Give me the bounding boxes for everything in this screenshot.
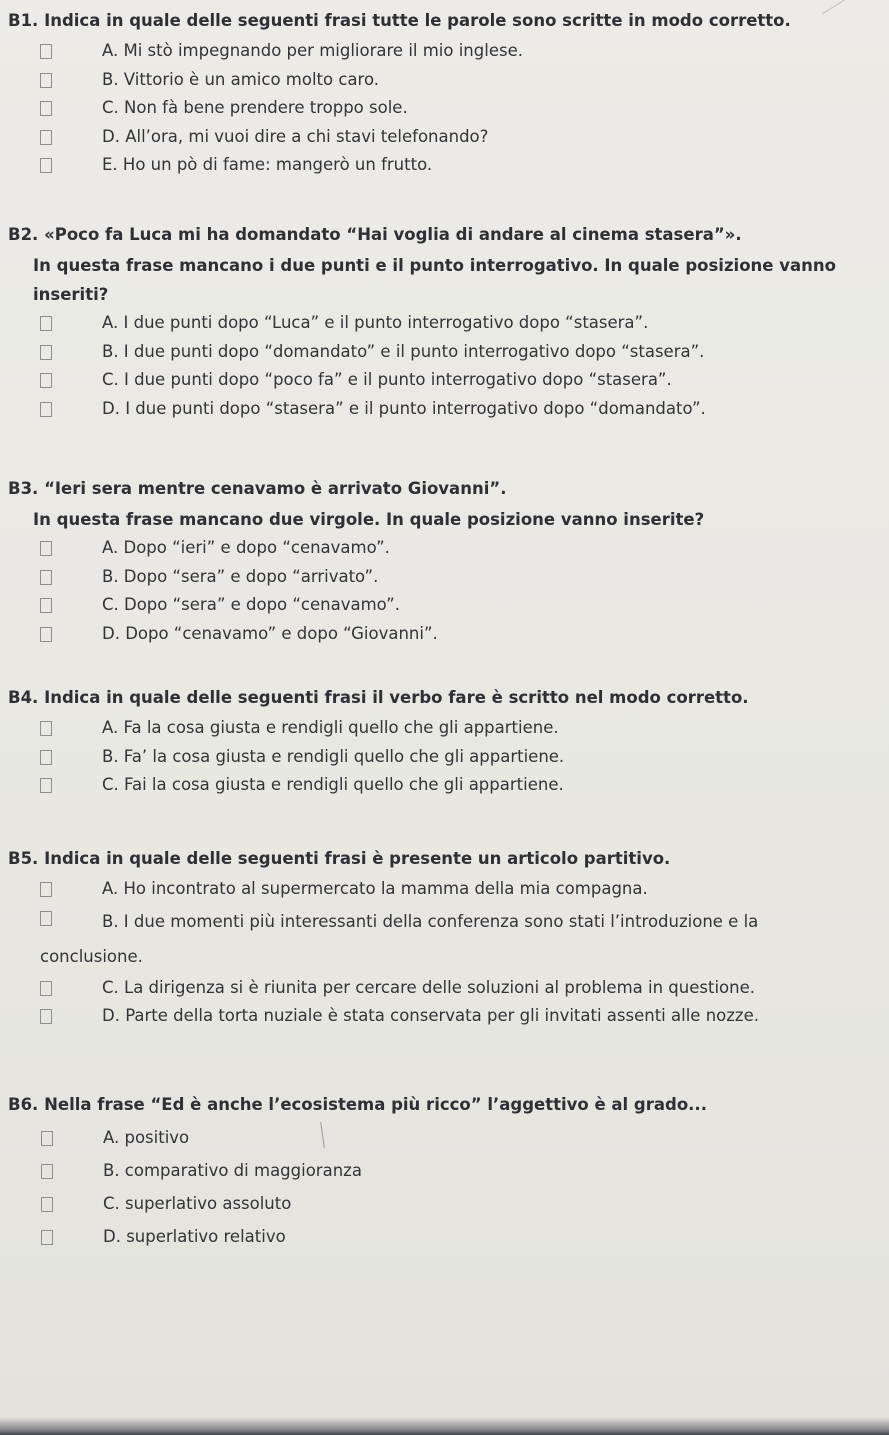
- answer-label: B. Dopo “sera” e dopo “arrivato”.: [102, 566, 379, 586]
- checkbox-icon[interactable]: [40, 345, 52, 360]
- question-title: B1. Indica in quale delle seguenti frasi tutte le parole sono scritte in modo corretto.: [8, 11, 791, 30]
- answer-label: C. Dopo “sera” e dopo “cenavamo”.: [102, 595, 400, 614]
- question-b2: [8, 222, 881, 423]
- question-subtitle-continued: inseriti?: [33, 285, 109, 304]
- checkbox-icon[interactable]: [40, 981, 52, 996]
- answer-label: B. Vittorio è un amico molto caro.: [102, 69, 380, 89]
- answer-label: A. Dopo “ieri” e dopo “cenavamo”.: [102, 538, 390, 557]
- answer-option-a[interactable]: [41, 1121, 881, 1154]
- answer-option-b[interactable]: [40, 66, 881, 95]
- question-b6: [8, 1092, 881, 1253]
- answer-label: B. Fa’ la cosa giusta e rendigli quello che gli appartiene.: [102, 746, 565, 766]
- checkbox-icon[interactable]: [40, 402, 52, 417]
- question-subtitle: In questa frase mancano i due punti e il punto interrogativo. In quale posizione vanno: [33, 256, 836, 275]
- answer-option-b[interactable]: [40, 904, 881, 974]
- answer-label: E. Ho un pò di fame: mangerò un frutto.: [102, 155, 433, 174]
- checkbox-icon[interactable]: [40, 750, 52, 765]
- checkbox-icon[interactable]: [40, 1009, 52, 1024]
- answer-option-c[interactable]: [40, 771, 881, 800]
- answer-option-c[interactable]: [40, 94, 881, 123]
- answer-label: A. Ho incontrato al supermercato la mamma della mia compagna.: [102, 879, 648, 898]
- checkbox-icon[interactable]: [40, 570, 52, 585]
- answer-label: B. I due momenti più interessanti della conferenza sono stati l’introduzione e la conclusione.: [40, 911, 759, 966]
- question-b1: [8, 8, 881, 180]
- answer-label: D. superlativo relativo: [103, 1227, 286, 1246]
- checkbox-icon[interactable]: [40, 541, 52, 556]
- answer-label: D. Parte della torta nuziale è stata conservata per gli invitati assenti alle nozze.: [102, 1006, 759, 1025]
- checkbox-icon[interactable]: [40, 44, 52, 59]
- checkbox-icon[interactable]: [40, 778, 52, 793]
- page-bottom-shadow: [0, 1417, 889, 1435]
- answer-option-b[interactable]: [40, 338, 881, 367]
- checkbox-icon[interactable]: [40, 373, 52, 388]
- checkbox-icon[interactable]: [40, 101, 52, 116]
- answer-option-d[interactable]: [41, 1220, 881, 1253]
- checkbox-icon[interactable]: [40, 627, 52, 642]
- answer-option-a[interactable]: [40, 534, 881, 563]
- checkbox-icon[interactable]: [41, 1230, 53, 1245]
- checkbox-icon[interactable]: [41, 1164, 53, 1179]
- answer-label: D. All’ora, mi vuoi dire a chi stavi telefonando?: [102, 126, 489, 146]
- answer-label: D. Dopo “cenavamo” e dopo “Giovanni”.: [102, 623, 438, 643]
- checkbox-icon[interactable]: [40, 73, 52, 88]
- checkbox-icon[interactable]: [40, 721, 52, 736]
- answer-list: [8, 309, 881, 423]
- answer-label: C. La dirigenza si è riunita per cercare delle soluzioni al problema in questione.: [102, 977, 755, 997]
- question-title: B5. Indica in quale delle seguenti frasi è presente un articolo partitivo.: [8, 849, 671, 868]
- answer-option-a[interactable]: [40, 875, 881, 904]
- answer-option-c[interactable]: [41, 1187, 881, 1220]
- answer-option-d[interactable]: [40, 395, 881, 424]
- answer-option-e[interactable]: [40, 151, 881, 180]
- answer-option-a[interactable]: [40, 37, 881, 66]
- question-b4: [8, 685, 881, 800]
- checkbox-icon[interactable]: [40, 158, 52, 173]
- checkbox-icon[interactable]: [40, 598, 52, 613]
- question-title: B4. Indica in quale delle seguenti frasi il verbo fare è scritto nel modo corretto.: [8, 688, 749, 707]
- checkbox-icon[interactable]: [40, 316, 52, 331]
- answer-list: [8, 37, 881, 180]
- checkbox-icon[interactable]: [40, 130, 52, 145]
- answer-list: [8, 1121, 881, 1253]
- answer-label: C. Fai la cosa giusta e rendigli quello che gli appartiene.: [102, 775, 564, 794]
- question-b5: [8, 846, 881, 1031]
- checkbox-icon[interactable]: [41, 1131, 53, 1146]
- answer-list: [8, 875, 881, 1031]
- answer-label: A. positivo: [103, 1128, 190, 1147]
- answer-option-d[interactable]: [40, 1002, 881, 1031]
- answer-label: B. comparativo di maggioranza: [103, 1161, 362, 1180]
- answer-option-c[interactable]: [40, 366, 881, 395]
- answer-list: [8, 534, 881, 648]
- answer-label: B. I due punti dopo “domandato” e il punto interrogativo dopo “stasera”.: [102, 341, 705, 361]
- answer-label: C. superlativo assoluto: [103, 1194, 292, 1213]
- answer-option-d[interactable]: [40, 620, 881, 649]
- answer-label: A. Mi stò impegnando per migliorare il mio inglese.: [102, 41, 523, 60]
- answer-option-d[interactable]: [40, 123, 881, 152]
- question-title: B6. Nella frase “Ed è anche l’ecosistema più ricco” l’aggettivo è al grado...: [8, 1095, 707, 1114]
- answer-option-a[interactable]: [40, 714, 881, 743]
- answer-label: C. Non fà bene prendere troppo sole.: [102, 98, 408, 117]
- checkbox-icon[interactable]: [41, 1197, 53, 1212]
- answer-option-b[interactable]: [41, 1154, 881, 1187]
- question-title: B3. “Ieri sera mentre cenavamo è arrivato Giovanni”.: [8, 479, 507, 498]
- checkbox-icon[interactable]: [40, 882, 52, 897]
- answer-label: A. I due punti dopo “Luca” e il punto interrogativo dopo “stasera”.: [102, 313, 649, 332]
- question-title: B2. «Poco fa Luca mi ha domandato “Hai voglia di andare al cinema stasera”».: [8, 225, 742, 244]
- answer-option-a[interactable]: [40, 309, 881, 338]
- answer-option-c[interactable]: [40, 974, 881, 1003]
- answer-label: D. I due punti dopo “stasera” e il punto interrogativo dopo “domandato”.: [102, 398, 706, 418]
- answer-label: A. Fa la cosa giusta e rendigli quello che gli appartiene.: [102, 718, 559, 737]
- answer-label: C. I due punti dopo “poco fa” e il punto interrogativo dopo “stasera”.: [102, 370, 672, 389]
- question-subtitle: In questa frase mancano due virgole. In quale posizione vanno inserite?: [33, 510, 705, 529]
- answer-option-c[interactable]: [40, 591, 881, 620]
- answer-option-b[interactable]: [40, 743, 881, 772]
- answer-option-b[interactable]: [40, 563, 881, 592]
- question-b3: [8, 476, 881, 648]
- answer-list: [8, 714, 881, 800]
